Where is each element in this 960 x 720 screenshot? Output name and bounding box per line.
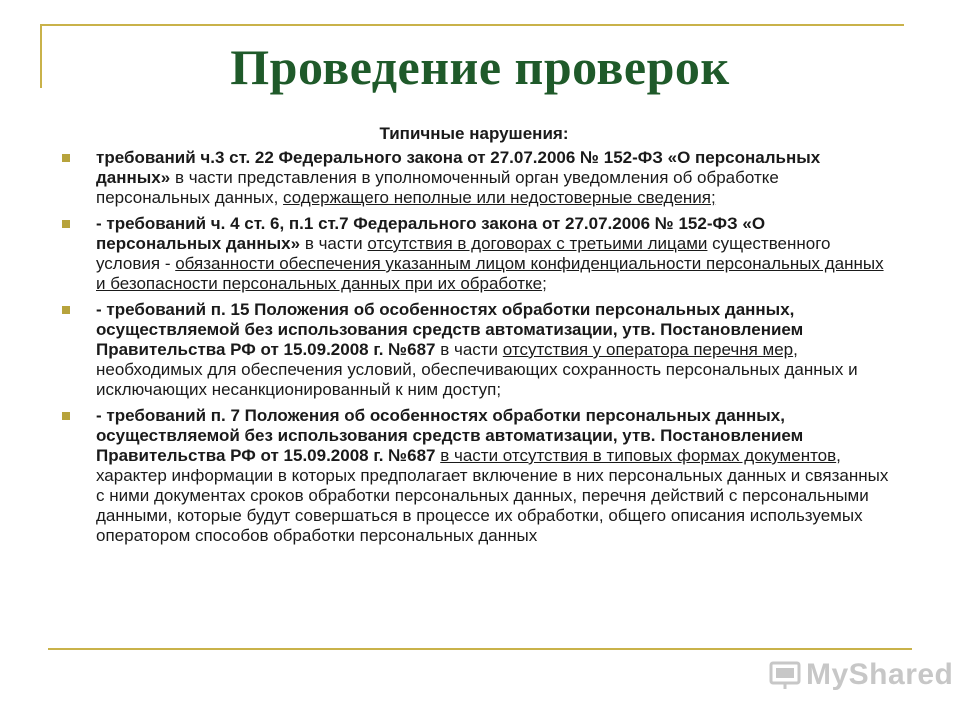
subtitle: Типичные нарушения: <box>379 124 569 143</box>
watermark-text: MyShared <box>806 658 954 691</box>
watermark <box>768 658 953 692</box>
top-rule <box>40 24 904 26</box>
square-bullet-icon <box>62 306 70 314</box>
square-bullet-icon <box>62 154 70 162</box>
square-bullet-icon <box>62 412 70 420</box>
presentation-icon <box>768 658 802 692</box>
slide-title: Проведение проверок <box>230 39 730 95</box>
list-item: - требований п. 7 Положения об особенностях обработки персональных данных, осуществляемой без использования средств автоматизации, утв. Постановлением Правительства РФ от 15.09.2008 г. №687 в части отсутствия в типовых формах документов, характер информации в которых предполагает включение в них персональных данных и связанных с ними документах сроков обработки персональных данных, перечня действий с персональными данными, которые будут совершаться в процессе их обработки, общего описания используемых оператором способов обработки персональных данных <box>58 406 890 546</box>
list-item: - требований ч. 4 ст. 6, п.1 ст.7 Федерального закона от 27.07.2006 № 152-ФЗ «О персональных данных» в части отсутствия в договорах с третьими лицами существенного условия - обязанности обеспечения указанным лицом конфиденциальности персональных данных и безопасности персональных данных при их обработке; <box>58 214 890 294</box>
list-item: требований ч.3 ст. 22 Федерального закона от 27.07.2006 № 152-ФЗ «О персональных данных» в части представления в уполномоченный орган уведомления об обработке персональных данных, содержащего неполные или недостоверные сведения; <box>58 148 890 208</box>
slide-content <box>58 124 890 552</box>
list-item: - требований п. 15 Положения об особенностях обработки персональных данных, осуществляемой без использования средств автоматизации, утв. Постановлением Правительства РФ от 15.09.2008 г. №687 в части отсутствия у оператора перечня мер, необходимых для обеспечения условий, обеспечивающих сохранность персональных данных и исключающих несанкционированный к ним доступ; <box>58 300 890 400</box>
bottom-rule <box>48 648 912 650</box>
square-bullet-icon <box>62 220 70 228</box>
